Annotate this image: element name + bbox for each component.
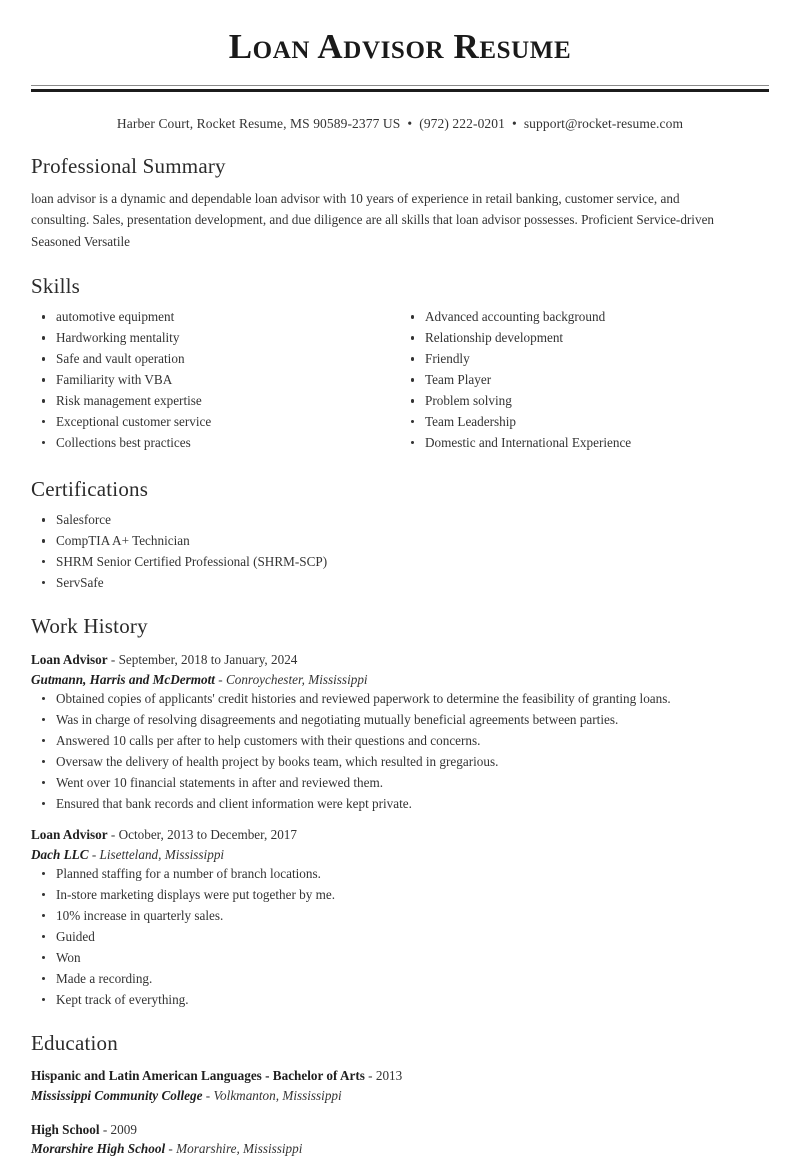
- work-entry-bullet: Guided: [31, 928, 769, 946]
- skill-item-label: Safe and vault operation: [56, 351, 185, 367]
- work-entry-role-line: [31, 825, 769, 845]
- education-degree-line: [31, 1120, 769, 1140]
- skill-item-label: Friendly: [425, 351, 470, 367]
- section-certifications: [31, 477, 769, 592]
- contact-separator-1: •: [407, 115, 413, 131]
- work-entry-bullet: Answered 10 calls per after to help customers with their questions and concerns.: [31, 732, 769, 750]
- section-skills: [31, 274, 769, 455]
- certification-item: [31, 532, 769, 550]
- skill-item-label: Risk management expertise: [56, 393, 202, 409]
- education-entries: [31, 1066, 769, 1159]
- education-entry: [31, 1066, 769, 1106]
- entry-dash: -: [165, 1141, 177, 1157]
- work-entry-bullet: Went over 10 financial statements in after and reviewed them.: [31, 774, 769, 792]
- contact-info: [31, 94, 769, 132]
- skill-item-label: Hardworking mentality: [56, 330, 180, 346]
- entry-dash: -: [364, 1067, 376, 1083]
- certification-item: [31, 553, 769, 571]
- skill-item-label: Advanced accounting background: [425, 309, 606, 325]
- work-entry-role: Loan Advisor: [31, 652, 108, 668]
- section-heading-summary: Professional Summary: [31, 153, 226, 178]
- work-entry-bullet-list: [31, 865, 769, 1009]
- skill-item: [400, 413, 769, 431]
- skills-list-left: [31, 308, 400, 452]
- education-school-line: [31, 1086, 769, 1106]
- skill-item-label: automotive equipment: [56, 309, 175, 325]
- skill-item-label: Team Leadership: [425, 414, 516, 430]
- skill-item: [400, 392, 769, 410]
- work-entry-location: Conroychester, Mississippi: [225, 671, 368, 687]
- skill-item: [400, 308, 769, 326]
- skill-item: [31, 371, 400, 389]
- header-divider: [31, 85, 769, 94]
- entry-dash: -: [88, 847, 100, 863]
- skill-item-label: Collections best practices: [56, 435, 191, 451]
- education-degree: Hispanic and Latin American Languages - Bachelor of Arts: [31, 1067, 365, 1083]
- skill-item-label: Domestic and International Experience: [425, 435, 632, 451]
- entry-dash: -: [107, 652, 119, 668]
- education-location: Morarshire, Mississippi: [176, 1141, 303, 1157]
- skill-item: [400, 371, 769, 389]
- section-work-history: [31, 614, 769, 1009]
- work-entry-bullet: Obtained copies of applicants' credit histories and reviewed paperwork to determine the feasibility of granting loans.: [31, 690, 769, 708]
- education-degree-line: [31, 1066, 769, 1086]
- education-entry: [31, 1120, 769, 1160]
- skill-item-label: Familiarity with VBA: [56, 372, 173, 388]
- entry-dash: -: [99, 1121, 111, 1137]
- education-year: 2009: [110, 1121, 137, 1137]
- work-entry-location: Lisetteland, Mississippi: [99, 847, 225, 863]
- skill-item: [31, 392, 400, 410]
- work-entry-organization: Gutmann, Harris and McDermott: [31, 671, 215, 687]
- work-entry-bullet: Won: [31, 949, 769, 967]
- certification-item-label: CompTIA A+ Technician: [56, 533, 190, 549]
- skill-item: [400, 329, 769, 347]
- divider-line-thick: [31, 89, 769, 92]
- education-school-line: [31, 1139, 769, 1159]
- work-history-entry: [31, 650, 769, 812]
- work-entry-bullet: Planned staffing for a number of branch locations.: [31, 865, 769, 883]
- skills-column-left: [31, 308, 400, 455]
- section-professional-summary: [31, 154, 769, 252]
- work-entry-bullet: Kept track of everything.: [31, 991, 769, 1009]
- work-entry-dates: September, 2018 to January, 2024: [118, 652, 298, 668]
- skill-item: [31, 350, 400, 368]
- skills-list-right: [400, 308, 769, 452]
- skill-item: [31, 413, 400, 431]
- certification-item: [31, 511, 769, 529]
- skills-columns: [31, 308, 769, 455]
- section-heading-work-history: Work History: [31, 613, 148, 638]
- work-entry-role-line: [31, 650, 769, 670]
- skill-item: [400, 434, 769, 452]
- work-entry-org-line: [31, 670, 769, 690]
- work-entry-bullet: Oversaw the delivery of health project by books team, which resulted in gregarious.: [31, 753, 769, 771]
- education-year: 2013: [375, 1067, 403, 1083]
- entry-dash: -: [107, 827, 119, 843]
- section-heading-education: Education: [31, 1030, 118, 1055]
- skill-item: [31, 308, 400, 326]
- section-education: [31, 1031, 769, 1173]
- education-location: Volkmanton, Mississippi: [213, 1087, 342, 1103]
- work-history-entries: [31, 650, 769, 1009]
- certification-item-label: ServSafe: [56, 575, 104, 591]
- skill-item-label: Problem solving: [425, 393, 512, 409]
- section-heading-certifications: Certifications: [31, 476, 149, 501]
- work-entry-bullet: In-store marketing displays were put together by me.: [31, 886, 769, 904]
- skill-item-label: Exceptional customer service: [56, 414, 212, 430]
- certification-item-label: SHRM Senior Certified Professional (SHRM-SCP): [56, 554, 328, 570]
- certification-item-label: Salesforce: [56, 512, 111, 528]
- skill-item-label: Team Player: [425, 372, 492, 388]
- skill-item-label: Relationship development: [425, 330, 564, 346]
- education-school: Morarshire High School: [31, 1141, 166, 1157]
- work-entry-bullet: Ensured that bank records and client information were kept private.: [31, 795, 769, 813]
- skill-item: [31, 434, 400, 452]
- work-entry-organization: Dach LLC: [31, 847, 89, 863]
- education-degree: High School: [31, 1121, 100, 1137]
- contact-email: support@rocket-resume.com: [523, 115, 684, 131]
- education-school: Mississippi Community College: [31, 1087, 203, 1103]
- work-entry-bullet: 10% increase in quarterly sales.: [31, 907, 769, 925]
- entry-dash: -: [202, 1087, 214, 1103]
- contact-address: Harber Court, Rocket Resume, MS 90589-2377 US: [116, 115, 401, 131]
- work-entry-dates: October, 2013 to December, 2017: [118, 827, 297, 843]
- summary-paragraph: loan advisor is a dynamic and dependable loan advisor with 10 years of experience in retail banking, customer service, and consulting. Sales, presentation development, and due diligence are all skills that loan advisor possesses. Proficient Service-driven Seasoned Versatile: [31, 190, 715, 249]
- work-entry-bullet: Made a recording.: [31, 970, 769, 988]
- section-heading-skills: Skills: [31, 274, 81, 299]
- entry-dash: -: [214, 671, 226, 687]
- page-title: Loan Advisor Resume: [228, 27, 572, 66]
- contact-phone: (972) 222-0201: [419, 115, 505, 131]
- skills-column-right: [400, 308, 769, 455]
- certification-item: [31, 574, 769, 592]
- work-entry-bullet-list: [31, 690, 769, 813]
- contact-separator-2: •: [511, 115, 517, 131]
- skill-item: [31, 329, 400, 347]
- skill-item: [400, 350, 769, 368]
- work-entry-org-line: [31, 845, 769, 865]
- work-entry-role: Loan Advisor: [31, 827, 108, 843]
- work-entry-bullet: Was in charge of resolving disagreements and negotiating mutually beneficial agreements between parties.: [31, 711, 769, 729]
- certifications-list: [31, 511, 769, 592]
- work-history-entry: [31, 825, 769, 1008]
